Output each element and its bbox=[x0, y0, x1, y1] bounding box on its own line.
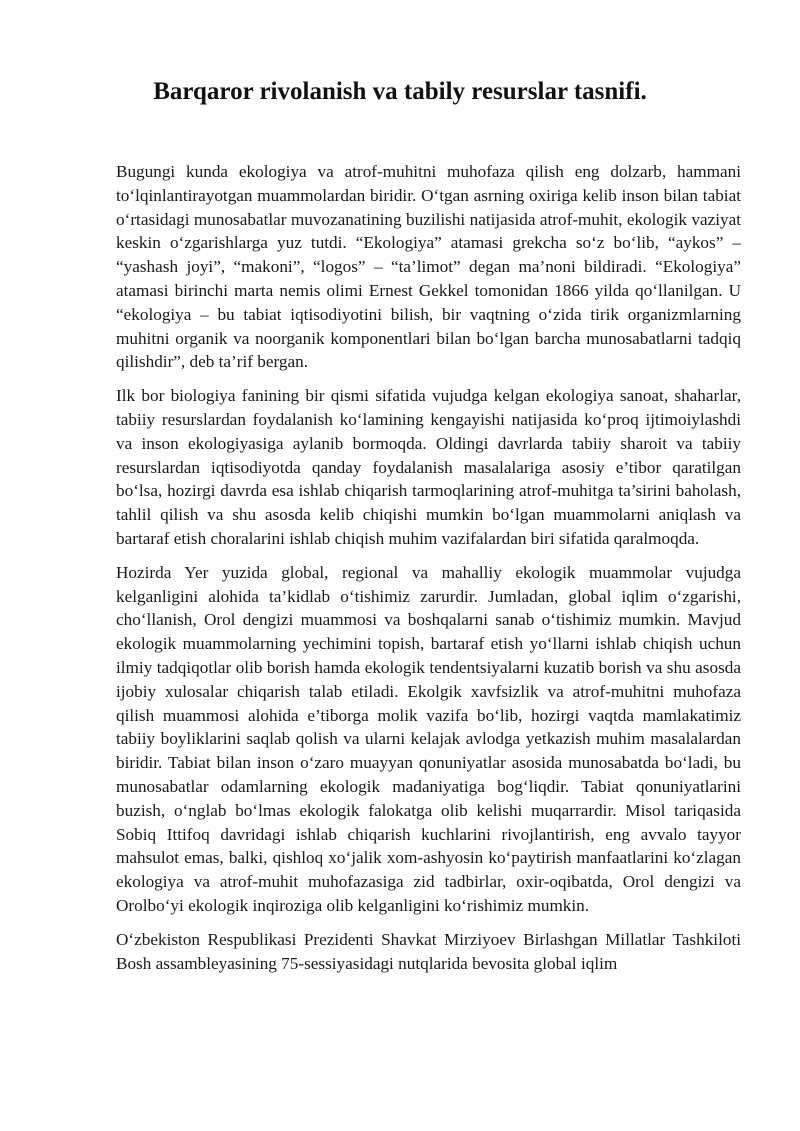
paragraph-3: Hozirda Yer yuzida global, regional va mahalliy ekologik muammolar vujudga kelganligini alohida ta’kidlab o‘tishimiz zarurdir. Jumladan, global iqlim o‘zgarishi, cho‘llanish, Orol dengizi muammosi va boshqalarni sanab o‘tishimiz mumkin. Mavjud ekologik muammolarning yechimini topish, bartaraf etish yo‘llarni ishlab chiqish uchun ilmiy tadqiqotlar olib borish hamda ekologik tendentsiyalarni kuzatib borish va shu asosda ijobiy xulosalar chiqarish talab etiladi. Ekolgik xavfsizlik va atrof-muhitni muhofaza qilish muammosi alohida e’tiborga molik vazifa bo‘lib, hozirgi vaqtda mamlakatimiz tabiiy boyliklarini saqlab qolish va ularni kelajak avlodga yetkazish muhim masalalardan biridir. Tabiat bilan inson o‘zaro muayyan qonuniyatlar asosida munosabatda bo‘ladi, bu munosabatlar odamlarning ekologik madaniyatiga bog‘liqdir. Tabiat qonuniyatlarini buzish, o‘nglab bo‘lmas ekologik falokatga olib kelishi muqarrardir. Misol tariqasida Sobiq Ittifoq davridagi ishlab chiqarish kuchlarini rivojlantirish, eng avvalo tayyor mahsulot emas, balki, qishloq xo‘jalik xom-ashyosin ko‘paytirish manfaatlarini ko‘zlagan ekologiya va atrof-muhit muhofazasiga zid tadbirlar, oxir-oqibatda, Orol dengizi va Orolbo‘yi ekologik inqiroziga olib kelganligini ko‘rishimiz mumkin. bbox=[116, 562, 741, 915]
paragraph-2: Ilk bor biologiya fanining bir qismi sifatida vujudga kelgan ekologiya sanoat, shaharlar, tabiiy resurslardan foydalanish ko‘lamining kengayishi natijasida ko‘proq ijtimoiylashdi va inson ekologiyasiga aylanib bormoqda. Oldingi davrlarda tabiiy sharoit va tabiiy resurslardan iqtisodiyotda qanday foydalanish masalalariga asosiy e’tibor qaratilgan bo‘lsa, hozirgi davrda esa ishlab chiqarish tarmoqlarining atrof-muhitga ta’sirini baholash, tahlil qilish va shu asosda kelib chiqishi mumkin bo‘lgan muammolarni aniqlash va bartaraf etish choralarini ishlab chiqish muhim vazifalardan biri sifatida qaralmoqda. bbox=[116, 386, 741, 548]
document-body bbox=[116, 160, 741, 985]
paragraph-1: Bugungi kunda ekologiya va atrof-muhitni muhofaza qilish eng dolzarb, hammani to‘lqinlantirayotgan muammolardan biridir. O‘tgan asrning oxiriga kelib inson bilan tabiat o‘rtasidagi munosabatlar muvozanatining buzilishi natijasida atrof-muhit, ekologik vaziyat keskin o‘zgarishlarga yuz tutdi. “Ekologiya” atamasi grekcha so‘z bo‘lib, “aykos” – “yashash joyi”, “makoni”, “logos” – “ta’limot” degan ma’noni bildiradi. “Ekologiya” atamasi birinchi marta nemis olimi Ernest Gekkel tomonidan 1866 yilda qo‘llanilgan. U “ekologiya – bu tabiat iqtisodiyotini bilish, bir vaqtning o‘zida tirik organizmlarning muhitni organik va noorganik komponentlari bilan bo‘lgan barcha munosabatlarni tadqiq qilishdir”, deb ta’rif bergan. bbox=[116, 162, 741, 372]
document-title: Barqaror rivolanish va tabily resurslar tasnifi. bbox=[153, 78, 647, 105]
paragraph-4: O‘zbekiston Respublikasi Prezidenti Shavkat Mirziyoev Birlashgan Millatlar Tashkiloti Bosh assambleyasining 75-sessiyasidagi nutqlarida bevosita global iqlim bbox=[116, 929, 741, 973]
